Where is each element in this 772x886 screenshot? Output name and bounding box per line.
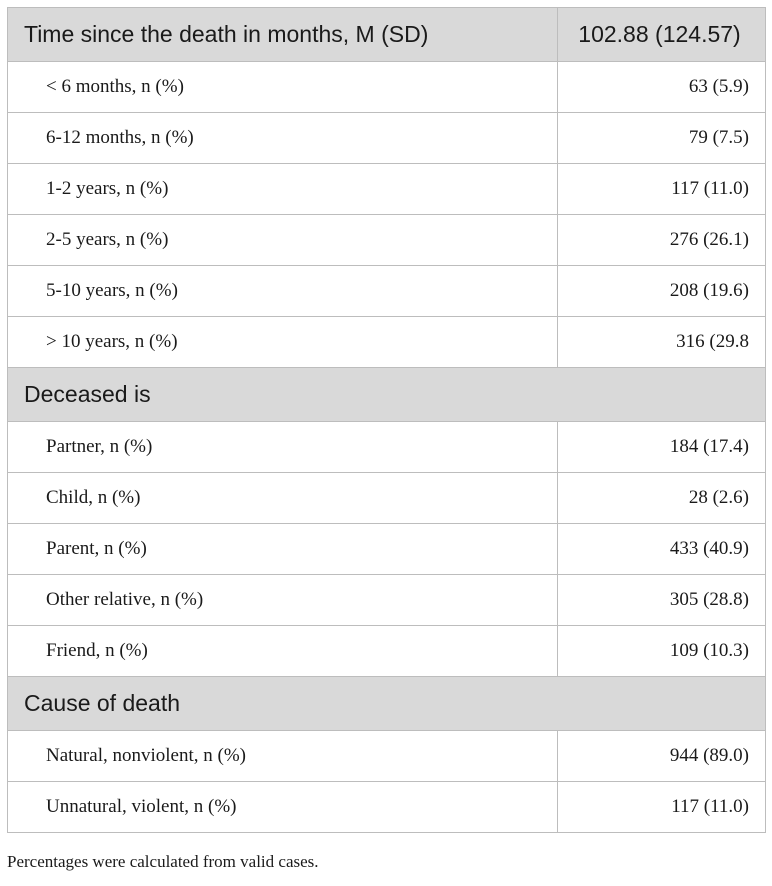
table-header-row [8, 8, 766, 62]
table-row [8, 215, 766, 266]
row-label: Natural, nonviolent, n (%) [8, 731, 558, 782]
row-value: 433 (40.9) [558, 524, 766, 575]
row-label: Partner, n (%) [8, 422, 558, 473]
section-header-deceased [8, 368, 766, 422]
section-title: Cause of death [8, 677, 766, 731]
header-value: 102.88 (124.57) [558, 8, 766, 62]
row-label: Friend, n (%) [8, 626, 558, 677]
table-row [8, 524, 766, 575]
row-label: Unnatural, violent, n (%) [8, 782, 558, 833]
table-row [8, 164, 766, 215]
table-row [8, 782, 766, 833]
row-value: 79 (7.5) [558, 113, 766, 164]
table-row [8, 266, 766, 317]
table-row [8, 575, 766, 626]
section-title: Deceased is [8, 368, 766, 422]
row-value: 28 (2.6) [558, 473, 766, 524]
row-value: 109 (10.3) [558, 626, 766, 677]
table-row [8, 422, 766, 473]
table-row [8, 62, 766, 113]
row-label: Child, n (%) [8, 473, 558, 524]
row-value: 117 (11.0) [558, 782, 766, 833]
header-label: Time since the death in months, M (SD) [8, 8, 558, 62]
row-value: 117 (11.0) [558, 164, 766, 215]
table-row [8, 473, 766, 524]
table-row [8, 626, 766, 677]
row-value: 276 (26.1) [558, 215, 766, 266]
row-label: 2-5 years, n (%) [8, 215, 558, 266]
statistics-table [7, 7, 766, 833]
row-label: < 6 months, n (%) [8, 62, 558, 113]
table-footnote: Percentages were calculated from valid cases. [7, 852, 319, 871]
row-value: 208 (19.6) [558, 266, 766, 317]
table-row [8, 317, 766, 368]
row-value: 944 (89.0) [558, 731, 766, 782]
table-row [8, 731, 766, 782]
row-label: 6-12 months, n (%) [8, 113, 558, 164]
table-row [8, 113, 766, 164]
row-value: 316 (29.8 [558, 317, 766, 368]
row-label: 1-2 years, n (%) [8, 164, 558, 215]
row-label: 5-10 years, n (%) [8, 266, 558, 317]
row-label: Parent, n (%) [8, 524, 558, 575]
row-label: Other relative, n (%) [8, 575, 558, 626]
row-value: 305 (28.8) [558, 575, 766, 626]
row-value: 184 (17.4) [558, 422, 766, 473]
section-header-cause [8, 677, 766, 731]
row-label: > 10 years, n (%) [8, 317, 558, 368]
row-value: 63 (5.9) [558, 62, 766, 113]
